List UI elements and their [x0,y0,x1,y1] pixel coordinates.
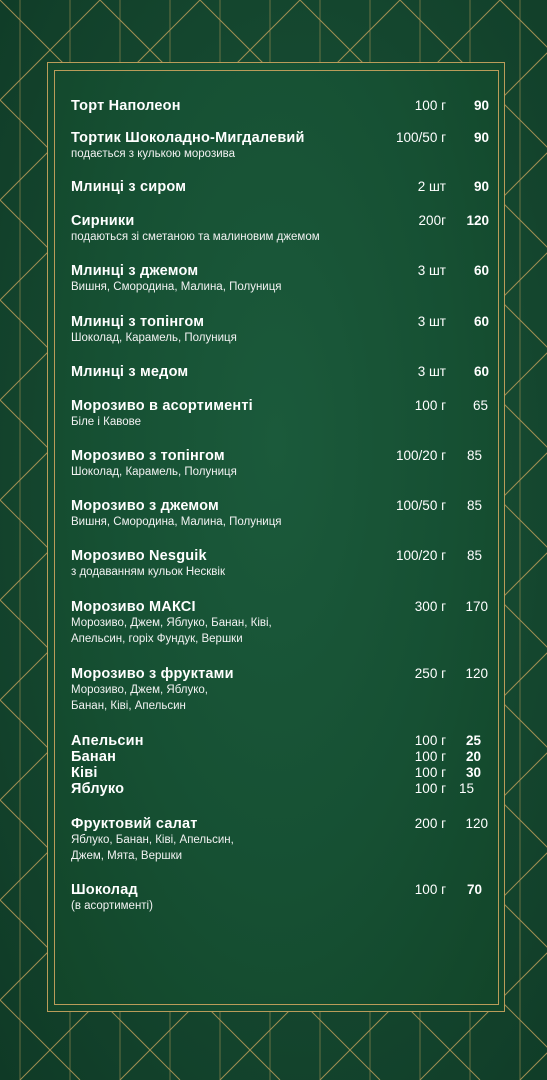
item-desc: подається з кулькою морозива [71,148,236,160]
item-desc: Банан, Ківі, Апельсин [71,700,186,712]
fruit-price: 25 [465,733,481,748]
item-desc: Морозиво, Джем, Яблуко, Банан, Ківі, [71,617,272,629]
item-desc: (в асортименті) [71,900,153,912]
item-desc: подаються зі сметаною та малиновим джемом [71,231,320,243]
fruit-row [71,749,491,765]
fruit-qty: 100 г [414,749,446,764]
fruit-row [71,765,491,781]
fruit-name: Ківі [71,765,98,781]
item-name: Тортик Шоколадно-Мигдалевий [71,130,305,146]
item-price: 120 [465,666,488,681]
fruit-name: Банан [71,749,117,765]
menu-item [71,179,491,195]
item-name: Морозиво Nesguik [71,548,207,564]
item-qty: 100 г [414,398,446,413]
fruit-price: 15 [458,781,474,796]
item-qty: 100/50 г [396,498,446,513]
item-price: 85 [466,448,482,463]
item-price: 90 [473,179,489,194]
item-desc: Вишня, Смородина, Малина, Полуниця [71,281,282,293]
item-desc: Морозиво, Джем, Яблуко, [71,684,208,696]
item-price: 65 [472,398,488,413]
item-price: 60 [473,263,489,278]
menu-item [71,816,491,864]
item-name: Шоколад [71,882,138,898]
item-qty: 100/50 г [396,130,446,145]
item-price: 60 [473,314,489,329]
fruit-name: Яблуко [71,781,125,797]
fruit-row [71,781,491,797]
item-desc: Апельсин, горіх Фундук, Вершки [71,633,243,645]
item-desc: Шоколад, Карамель, Полуниця [71,332,237,344]
item-name: Морозиво МАКСІ [71,599,196,615]
menu-item [71,548,491,580]
item-desc: з додаванням кульок Несквік [71,566,225,578]
menu-item [71,213,491,245]
menu-item [71,263,491,295]
item-name: Морозиво з топінгом [71,448,225,464]
item-price: 85 [466,498,482,513]
fruit-qty: 100 г [414,733,446,748]
item-qty: 3 шт [417,263,446,278]
menu-panel [47,62,505,1012]
item-qty: 100/20 г [396,548,446,563]
fruit-qty: 100 г [414,781,446,796]
item-price: 170 [465,599,488,614]
item-desc: Біле і Кавове [71,416,141,428]
item-price: 70 [466,882,482,897]
menu-item [71,364,491,380]
item-desc: Шоколад, Карамель, Полуниця [71,466,237,478]
item-qty: 100 г [414,98,446,113]
menu-item [71,314,491,346]
item-name: Торт Наполеон [71,98,181,114]
item-qty: 3 шт [417,314,446,329]
item-qty: 3 шт [417,364,446,379]
item-qty: 250 г [414,666,446,681]
item-name: Сирники [71,213,135,229]
item-price: 120 [465,816,488,831]
item-price: 90 [473,130,489,145]
fruit-qty: 100 г [414,765,446,780]
item-name: Млинці з джемом [71,263,199,279]
menu-item [71,130,491,162]
pattern-line [520,0,547,1080]
item-qty: 200 г [414,816,446,831]
item-price: 85 [466,548,482,563]
item-desc: Яблуко, Банан, Ківі, Апельсин, [71,834,234,846]
item-name: Млинці з топінгом [71,314,205,330]
menu-item [71,448,491,480]
item-price: 90 [473,98,489,113]
item-name: Морозиво в асортименті [71,398,253,414]
item-qty: 100/20 г [396,448,446,463]
menu-item [71,498,491,530]
fruit-price: 20 [465,749,481,764]
item-price: 120 [466,213,489,228]
menu-item [71,98,491,114]
menu-item [71,882,491,914]
item-name: Фруктовий салат [71,816,198,832]
item-desc: Джем, Мята, Вершки [71,850,183,862]
menu-item [71,599,491,647]
item-qty: 300 г [414,599,446,614]
item-price: 60 [473,364,489,379]
fruit-price: 30 [465,765,481,780]
item-qty: 200г [418,213,446,228]
item-name: Морозиво з фруктами [71,666,234,682]
item-qty: 100 г [414,882,446,897]
item-name: Морозиво з джемом [71,498,219,514]
fruit-name: Апельсин [71,733,144,749]
item-desc: Вишня, Смородина, Малина, Полуниця [71,516,282,528]
menu-item [71,666,491,714]
item-qty: 2 шт [417,179,446,194]
item-name: Млинці з сиром [71,179,187,195]
fruit-row [71,733,491,749]
menu-item [71,398,491,430]
item-name: Млинці з медом [71,364,189,380]
